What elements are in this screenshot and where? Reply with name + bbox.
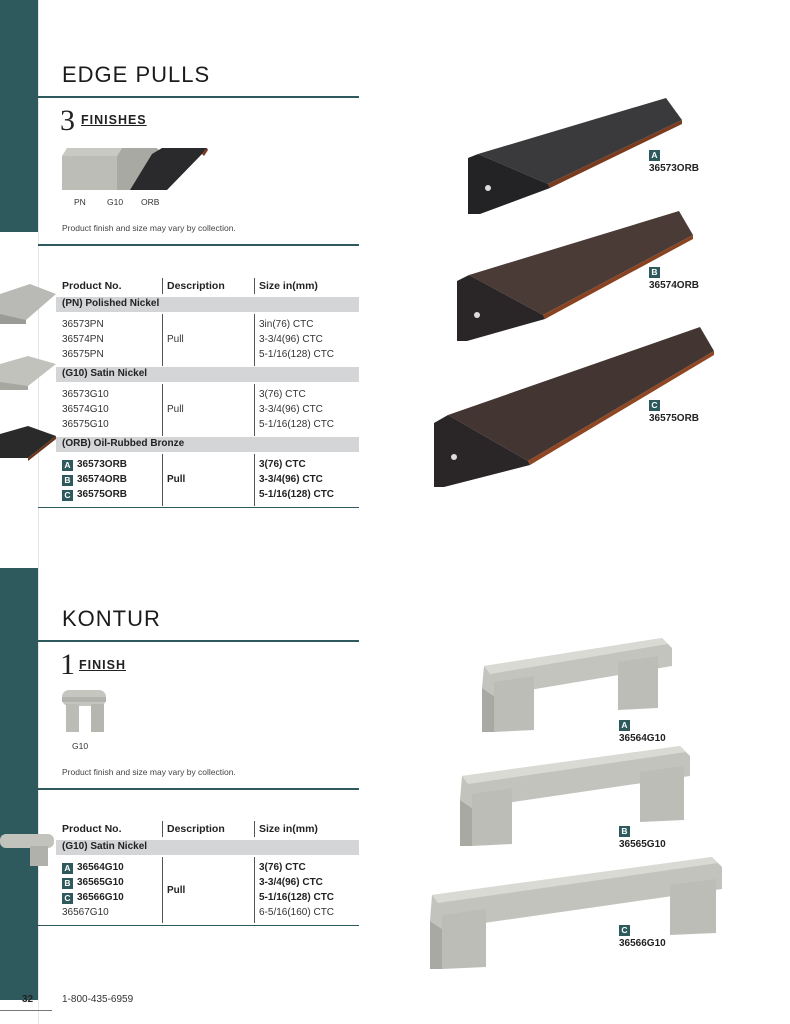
swatch-label-g10: G10 (107, 197, 124, 207)
description-cell: Pull (167, 334, 184, 345)
group-band-g10: (G10) Satin Nickel (56, 840, 359, 855)
group-band-orb: (ORB) Oil-Rubbed Bronze (56, 437, 359, 452)
product-list: 36573PN 36574PN 36575PN (62, 319, 104, 360)
sidebar-label (0, 0, 38, 230)
product-list: A 36573ORB B 36574ORB C 36575ORB (62, 457, 127, 502)
col-header-size: Size in(mm) (259, 280, 318, 292)
swatch-thumb-g10 (0, 832, 56, 868)
finish-count: 1 (60, 648, 75, 681)
swatch-label-pn: PN (74, 197, 86, 207)
size-list: 3(76) CTC 3-3/4(96) CTC 5-1/16(128) CTC (259, 389, 335, 430)
finish-swatches (62, 148, 212, 192)
finish-swatch-g10 (62, 690, 108, 734)
col-header-product: Product No. (62, 823, 122, 835)
size-list: 3(76) CTC 3-3/4(96) CTC 5-1/16(128) CTC 6-5/16(160) CTC (259, 862, 335, 918)
sidebar-band-lower (0, 568, 38, 1000)
swatch-label-orb: ORB (141, 197, 160, 207)
swatch-thumb-pn (0, 284, 56, 324)
group-band-g10: (G10) Satin Nickel (56, 367, 359, 382)
col-header-description: Description (167, 823, 225, 835)
description-cell: Pull (167, 885, 186, 896)
group-band-pn: (PN) Polished Nickel (56, 297, 359, 312)
finish-heading: FINISH (79, 658, 126, 672)
section-title-kontur: KONTUR (62, 606, 161, 631)
product-label-b: B 36565G10 (619, 826, 666, 850)
swatch-label-g10: G10 (72, 741, 89, 751)
col-header-description: Description (167, 280, 225, 292)
product-list: 36573G10 36574G10 36575G10 (62, 389, 109, 430)
section-title-edge-pulls: EDGE PULLS (62, 62, 211, 87)
description-cell: Pull (167, 474, 186, 485)
product-list: A 36564G10 B 36565G10 C 36566G10 36567G10 (62, 862, 124, 918)
product-label-c: C 36575ORB (649, 400, 700, 424)
product-label-b: B 36574ORB (649, 267, 700, 291)
size-list: 3(76) CTC 3-3/4(96) CTC 5-1/16(128) CTC (259, 459, 335, 500)
finish-note: Product finish and size may vary by collection. (62, 767, 236, 777)
col-header-product: Product No. (62, 280, 122, 292)
page-number: 32 (22, 994, 34, 1005)
product-label-c: C 36566G10 (619, 925, 666, 949)
swatch-thumb-orb (0, 426, 56, 464)
swatch-thumb-g10 (0, 356, 56, 392)
phone-number: 1-800-435-6959 (62, 994, 134, 1005)
col-header-size: Size in(mm) (259, 823, 318, 835)
kontur-image-c (426, 855, 724, 973)
size-list: 3in(76) CTC 3-3/4(96) CTC 5-1/16(128) CTC (259, 319, 335, 360)
finish-note: Product finish and size may vary by collection. (62, 223, 236, 233)
description-cell: Pull (167, 404, 184, 415)
product-label-a: A 36573ORB (649, 150, 700, 174)
finish-heading: FINISHES (81, 113, 147, 127)
product-label-a: A 36564G10 (619, 720, 666, 744)
finish-count: 3 (60, 104, 75, 137)
